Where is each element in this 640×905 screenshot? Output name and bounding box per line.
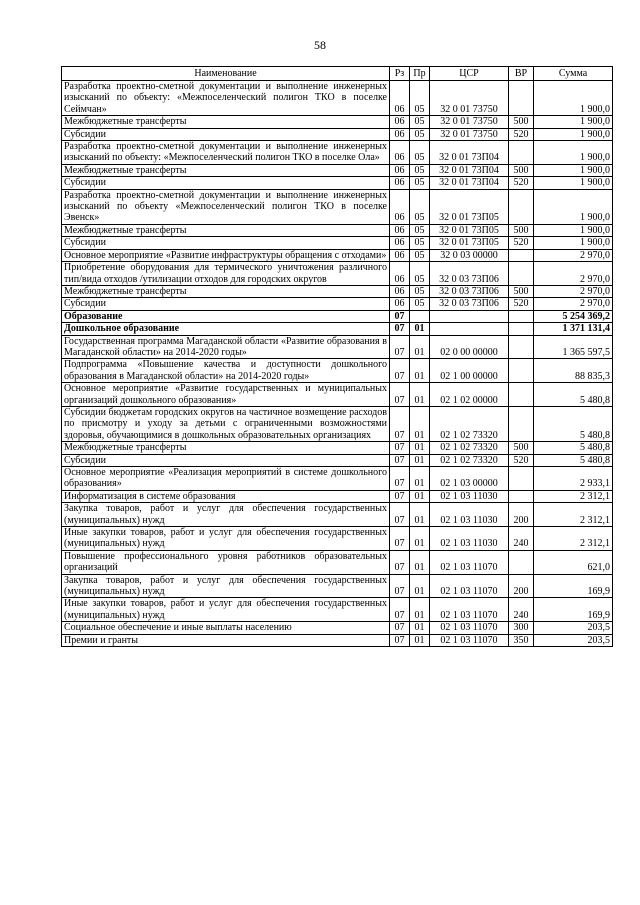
cell-rz: 07 bbox=[390, 467, 410, 491]
cell-pr: 01 bbox=[410, 467, 430, 491]
table-row bbox=[62, 177, 613, 189]
cell-pr: 01 bbox=[410, 527, 430, 551]
cell-pr: 05 bbox=[410, 81, 430, 116]
table-row bbox=[62, 490, 613, 502]
table-row bbox=[62, 383, 613, 407]
cell-csr: 32 0 03 73П06 bbox=[430, 262, 509, 286]
cell-sum: 2 312,1 bbox=[534, 490, 613, 502]
cell-pr: 01 bbox=[410, 503, 430, 527]
table-row bbox=[62, 237, 613, 249]
cell-name: Иные закупки товаров, работ и услуг для обеспечения государственных (муниципальных) нужд bbox=[62, 598, 390, 622]
table-row bbox=[62, 310, 613, 322]
cell-name: Разработка проектно-сметной документации и выполнение инженерных изысканий по объекту: «Межпоселенческий полигон ТКО в поселке Ола» bbox=[62, 141, 390, 165]
cell-vr: 500 bbox=[509, 442, 534, 454]
cell-pr: 05 bbox=[410, 262, 430, 286]
table-row bbox=[62, 550, 613, 574]
table-row bbox=[62, 262, 613, 286]
cell-name: Межбюджетные трансферты bbox=[62, 224, 390, 236]
table-header-row bbox=[62, 67, 613, 81]
cell-name: Субсидии bbox=[62, 237, 390, 249]
table-row bbox=[62, 189, 613, 224]
cell-pr: 05 bbox=[410, 298, 430, 310]
cell-name: Субсидии bbox=[62, 128, 390, 140]
cell-sum: 2 312,1 bbox=[534, 527, 613, 551]
cell-vr: 520 bbox=[509, 237, 534, 249]
cell-vr: 240 bbox=[509, 527, 534, 551]
cell-name: Субсидии bbox=[62, 177, 390, 189]
cell-vr bbox=[509, 323, 534, 335]
table-row bbox=[62, 141, 613, 165]
cell-csr bbox=[430, 323, 509, 335]
cell-csr: 32 0 01 73750 bbox=[430, 81, 509, 116]
cell-name: Межбюджетные трансферты bbox=[62, 442, 390, 454]
cell-vr bbox=[509, 359, 534, 383]
table-row bbox=[62, 406, 613, 441]
cell-rz: 07 bbox=[390, 622, 410, 634]
cell-pr: 05 bbox=[410, 164, 430, 176]
cell-name: Дошкольное образование bbox=[62, 323, 390, 335]
cell-pr: 01 bbox=[410, 406, 430, 441]
cell-csr: 32 0 01 73750 bbox=[430, 128, 509, 140]
cell-pr: 01 bbox=[410, 598, 430, 622]
table-row bbox=[62, 298, 613, 310]
cell-name: Приобретение оборудования для термического уничтожения различного тип/вида отходов /утилизации отходов для городских округов bbox=[62, 262, 390, 286]
cell-name: Информатизация в системе образования bbox=[62, 490, 390, 502]
cell-csr: 02 1 03 11070 bbox=[430, 598, 509, 622]
cell-vr: 500 bbox=[509, 224, 534, 236]
cell-rz: 06 bbox=[390, 164, 410, 176]
table-row bbox=[62, 454, 613, 466]
cell-sum: 2 970,0 bbox=[534, 298, 613, 310]
cell-rz: 06 bbox=[390, 189, 410, 224]
cell-csr: 02 1 03 11070 bbox=[430, 550, 509, 574]
cell-csr: 32 0 03 73П06 bbox=[430, 285, 509, 297]
cell-csr: 32 0 01 73750 bbox=[430, 116, 509, 128]
cell-rz: 07 bbox=[390, 634, 410, 646]
cell-pr: 05 bbox=[410, 177, 430, 189]
cell-sum: 1 900,0 bbox=[534, 189, 613, 224]
cell-sum: 5 480,8 bbox=[534, 454, 613, 466]
cell-rz: 06 bbox=[390, 285, 410, 297]
cell-pr: 01 bbox=[410, 383, 430, 407]
cell-csr: 32 0 03 73П06 bbox=[430, 298, 509, 310]
table-row bbox=[62, 81, 613, 116]
cell-sum: 1 900,0 bbox=[534, 128, 613, 140]
cell-vr: 200 bbox=[509, 503, 534, 527]
cell-pr: 01 bbox=[410, 323, 430, 335]
cell-vr: 520 bbox=[509, 454, 534, 466]
table-row bbox=[62, 527, 613, 551]
table-row bbox=[62, 335, 613, 359]
cell-pr: 01 bbox=[410, 490, 430, 502]
cell-csr: 02 1 02 73320 bbox=[430, 454, 509, 466]
cell-name: Премии и гранты bbox=[62, 634, 390, 646]
cell-name: Закупка товаров, работ и услуг для обеспечения государственных (муниципальных) нужд bbox=[62, 574, 390, 598]
cell-rz: 06 bbox=[390, 177, 410, 189]
cell-name: Социальное обеспечение и иные выплаты населению bbox=[62, 622, 390, 634]
cell-sum: 1 371 131,4 bbox=[534, 323, 613, 335]
cell-csr: 32 0 03 00000 bbox=[430, 249, 509, 261]
cell-sum: 5 254 369,2 bbox=[534, 310, 613, 322]
cell-sum: 621,0 bbox=[534, 550, 613, 574]
cell-sum: 1 900,0 bbox=[534, 177, 613, 189]
table-row bbox=[62, 249, 613, 261]
header-csr: ЦСР bbox=[430, 67, 509, 81]
cell-pr: 01 bbox=[410, 634, 430, 646]
header-name: Наименование bbox=[62, 67, 390, 81]
cell-pr: 05 bbox=[410, 189, 430, 224]
cell-sum: 2 970,0 bbox=[534, 249, 613, 261]
cell-sum: 203,5 bbox=[534, 634, 613, 646]
cell-vr bbox=[509, 550, 534, 574]
cell-sum: 1 900,0 bbox=[534, 81, 613, 116]
cell-rz: 06 bbox=[390, 224, 410, 236]
cell-pr: 05 bbox=[410, 224, 430, 236]
cell-csr: 02 1 03 11070 bbox=[430, 574, 509, 598]
cell-name: Иные закупки товаров, работ и услуг для обеспечения государственных (муниципальных) нужд bbox=[62, 527, 390, 551]
cell-name: Разработка проектно-сметной документации и выполнение инженерных изысканий по объекту «Межпоселенческий полигон ТКО в поселке Эвенск» bbox=[62, 189, 390, 224]
cell-vr bbox=[509, 262, 534, 286]
cell-name: Основное мероприятие «Развитие государственных и муниципальных организаций дошкольного образования» bbox=[62, 383, 390, 407]
cell-pr: 01 bbox=[410, 574, 430, 598]
cell-sum: 1 900,0 bbox=[534, 224, 613, 236]
cell-rz: 06 bbox=[390, 81, 410, 116]
cell-csr: 32 0 01 73П04 bbox=[430, 141, 509, 165]
cell-vr bbox=[509, 141, 534, 165]
table-row bbox=[62, 467, 613, 491]
table-row bbox=[62, 442, 613, 454]
header-vr: ВР bbox=[509, 67, 534, 81]
cell-sum: 5 480,8 bbox=[534, 383, 613, 407]
cell-sum: 169,9 bbox=[534, 574, 613, 598]
cell-vr bbox=[509, 335, 534, 359]
cell-name: Разработка проектно-сметной документации и выполнение инженерных изысканий по объекту: «Межпоселенческий полигон ТКО в поселке Сеймчан» bbox=[62, 81, 390, 116]
cell-csr: 32 0 01 73П04 bbox=[430, 164, 509, 176]
cell-sum: 2 312,1 bbox=[534, 503, 613, 527]
cell-pr: 05 bbox=[410, 116, 430, 128]
cell-rz: 06 bbox=[390, 116, 410, 128]
cell-sum: 1 365 597,5 bbox=[534, 335, 613, 359]
cell-rz: 07 bbox=[390, 442, 410, 454]
table-row bbox=[62, 574, 613, 598]
header-pr: Пр bbox=[410, 67, 430, 81]
cell-sum: 1 900,0 bbox=[534, 164, 613, 176]
cell-pr: 01 bbox=[410, 550, 430, 574]
cell-pr: 01 bbox=[410, 454, 430, 466]
cell-name: Субсидии бюджетам городских округов на частичное возмещение расходов по присмотру и уходу за детьми с ограниченными возможностями здоровья, обучающимися в дошкольных образовательных организациях bbox=[62, 406, 390, 441]
cell-vr bbox=[509, 406, 534, 441]
cell-vr: 200 bbox=[509, 574, 534, 598]
header-rz: Рз bbox=[390, 67, 410, 81]
cell-vr: 500 bbox=[509, 164, 534, 176]
table-row bbox=[62, 164, 613, 176]
cell-csr: 02 1 03 11030 bbox=[430, 503, 509, 527]
cell-rz: 07 bbox=[390, 335, 410, 359]
cell-rz: 07 bbox=[390, 383, 410, 407]
cell-sum: 1 900,0 bbox=[534, 237, 613, 249]
cell-sum: 1 900,0 bbox=[534, 141, 613, 165]
cell-vr bbox=[509, 383, 534, 407]
cell-vr bbox=[509, 249, 534, 261]
cell-rz: 07 bbox=[390, 527, 410, 551]
cell-csr: 02 0 00 00000 bbox=[430, 335, 509, 359]
table-row bbox=[62, 359, 613, 383]
cell-vr: 520 bbox=[509, 298, 534, 310]
cell-sum: 5 480,8 bbox=[534, 442, 613, 454]
table-row bbox=[62, 503, 613, 527]
cell-pr: 01 bbox=[410, 359, 430, 383]
cell-vr: 520 bbox=[509, 177, 534, 189]
cell-csr: 02 1 03 11030 bbox=[430, 527, 509, 551]
cell-pr: 05 bbox=[410, 249, 430, 261]
cell-csr: 32 0 01 73П05 bbox=[430, 224, 509, 236]
cell-csr: 02 1 03 11070 bbox=[430, 622, 509, 634]
cell-vr: 500 bbox=[509, 116, 534, 128]
table-row bbox=[62, 323, 613, 335]
cell-rz: 06 bbox=[390, 262, 410, 286]
cell-vr: 500 bbox=[509, 285, 534, 297]
cell-csr bbox=[430, 310, 509, 322]
cell-csr: 32 0 01 73П05 bbox=[430, 189, 509, 224]
cell-name: Межбюджетные трансферты bbox=[62, 285, 390, 297]
cell-pr: 05 bbox=[410, 237, 430, 249]
cell-vr: 520 bbox=[509, 128, 534, 140]
cell-name: Межбюджетные трансферты bbox=[62, 164, 390, 176]
cell-rz: 06 bbox=[390, 128, 410, 140]
cell-rz: 07 bbox=[390, 503, 410, 527]
cell-name: Межбюджетные трансферты bbox=[62, 116, 390, 128]
table-row bbox=[62, 285, 613, 297]
cell-rz: 07 bbox=[390, 598, 410, 622]
cell-name: Образование bbox=[62, 310, 390, 322]
cell-vr: 300 bbox=[509, 622, 534, 634]
cell-pr: 01 bbox=[410, 335, 430, 359]
table-row bbox=[62, 116, 613, 128]
cell-csr: 32 0 01 73П05 bbox=[430, 237, 509, 249]
cell-name: Подпрограмма «Повышение качества и доступности дошкольного образования в Магаданской области» на 2014-2020 годы» bbox=[62, 359, 390, 383]
cell-rz: 07 bbox=[390, 359, 410, 383]
cell-rz: 06 bbox=[390, 249, 410, 261]
cell-rz: 07 bbox=[390, 323, 410, 335]
cell-sum: 1 900,0 bbox=[534, 116, 613, 128]
cell-vr bbox=[509, 81, 534, 116]
cell-csr: 02 1 02 73320 bbox=[430, 442, 509, 454]
cell-rz: 07 bbox=[390, 574, 410, 598]
cell-csr: 02 1 02 73320 bbox=[430, 406, 509, 441]
cell-csr: 02 1 00 00000 bbox=[430, 359, 509, 383]
cell-pr bbox=[410, 310, 430, 322]
cell-vr: 350 bbox=[509, 634, 534, 646]
cell-rz: 07 bbox=[390, 310, 410, 322]
header-sum: Сумма bbox=[534, 67, 613, 81]
cell-pr: 05 bbox=[410, 141, 430, 165]
cell-rz: 06 bbox=[390, 237, 410, 249]
cell-rz: 06 bbox=[390, 141, 410, 165]
cell-rz: 07 bbox=[390, 406, 410, 441]
cell-csr: 02 1 03 11070 bbox=[430, 634, 509, 646]
cell-csr: 32 0 01 73П04 bbox=[430, 177, 509, 189]
table-row bbox=[62, 622, 613, 634]
cell-vr bbox=[509, 310, 534, 322]
cell-sum: 2 933,1 bbox=[534, 467, 613, 491]
cell-rz: 07 bbox=[390, 490, 410, 502]
cell-name: Субсидии bbox=[62, 298, 390, 310]
cell-csr: 02 1 02 00000 bbox=[430, 383, 509, 407]
cell-name: Закупка товаров, работ и услуг для обеспечения государственных (муниципальных) нужд bbox=[62, 503, 390, 527]
cell-name: Субсидии bbox=[62, 454, 390, 466]
cell-sum: 169,9 bbox=[534, 598, 613, 622]
cell-rz: 07 bbox=[390, 550, 410, 574]
cell-pr: 01 bbox=[410, 442, 430, 454]
cell-sum: 88 835,3 bbox=[534, 359, 613, 383]
cell-name: Основное мероприятие «Развитие инфраструктуры обращения с отходами» bbox=[62, 249, 390, 261]
budget-table bbox=[61, 66, 613, 647]
cell-vr bbox=[509, 467, 534, 491]
table-row bbox=[62, 598, 613, 622]
cell-csr: 02 1 03 11030 bbox=[430, 490, 509, 502]
cell-sum: 2 970,0 bbox=[534, 262, 613, 286]
cell-sum: 2 970,0 bbox=[534, 285, 613, 297]
cell-pr: 01 bbox=[410, 622, 430, 634]
cell-sum: 5 480,8 bbox=[534, 406, 613, 441]
cell-rz: 07 bbox=[390, 454, 410, 466]
cell-name: Государственная программа Магаданской области «Развитие образования в Магаданской области» на 2014-2020 годы» bbox=[62, 335, 390, 359]
page-number: 58 bbox=[314, 38, 326, 52]
cell-pr: 05 bbox=[410, 128, 430, 140]
cell-name: Повышение профессионального уровня работников образовательных организаций bbox=[62, 550, 390, 574]
cell-pr: 05 bbox=[410, 285, 430, 297]
cell-rz: 06 bbox=[390, 298, 410, 310]
table-row bbox=[62, 128, 613, 140]
cell-sum: 203,5 bbox=[534, 622, 613, 634]
table-row bbox=[62, 224, 613, 236]
table-body bbox=[62, 81, 613, 647]
cell-name: Основное мероприятие «Реализация мероприятий в системе дошкольного образования» bbox=[62, 467, 390, 491]
cell-vr bbox=[509, 189, 534, 224]
cell-vr bbox=[509, 490, 534, 502]
cell-vr: 240 bbox=[509, 598, 534, 622]
cell-csr: 02 1 03 00000 bbox=[430, 467, 509, 491]
table-row bbox=[62, 634, 613, 646]
